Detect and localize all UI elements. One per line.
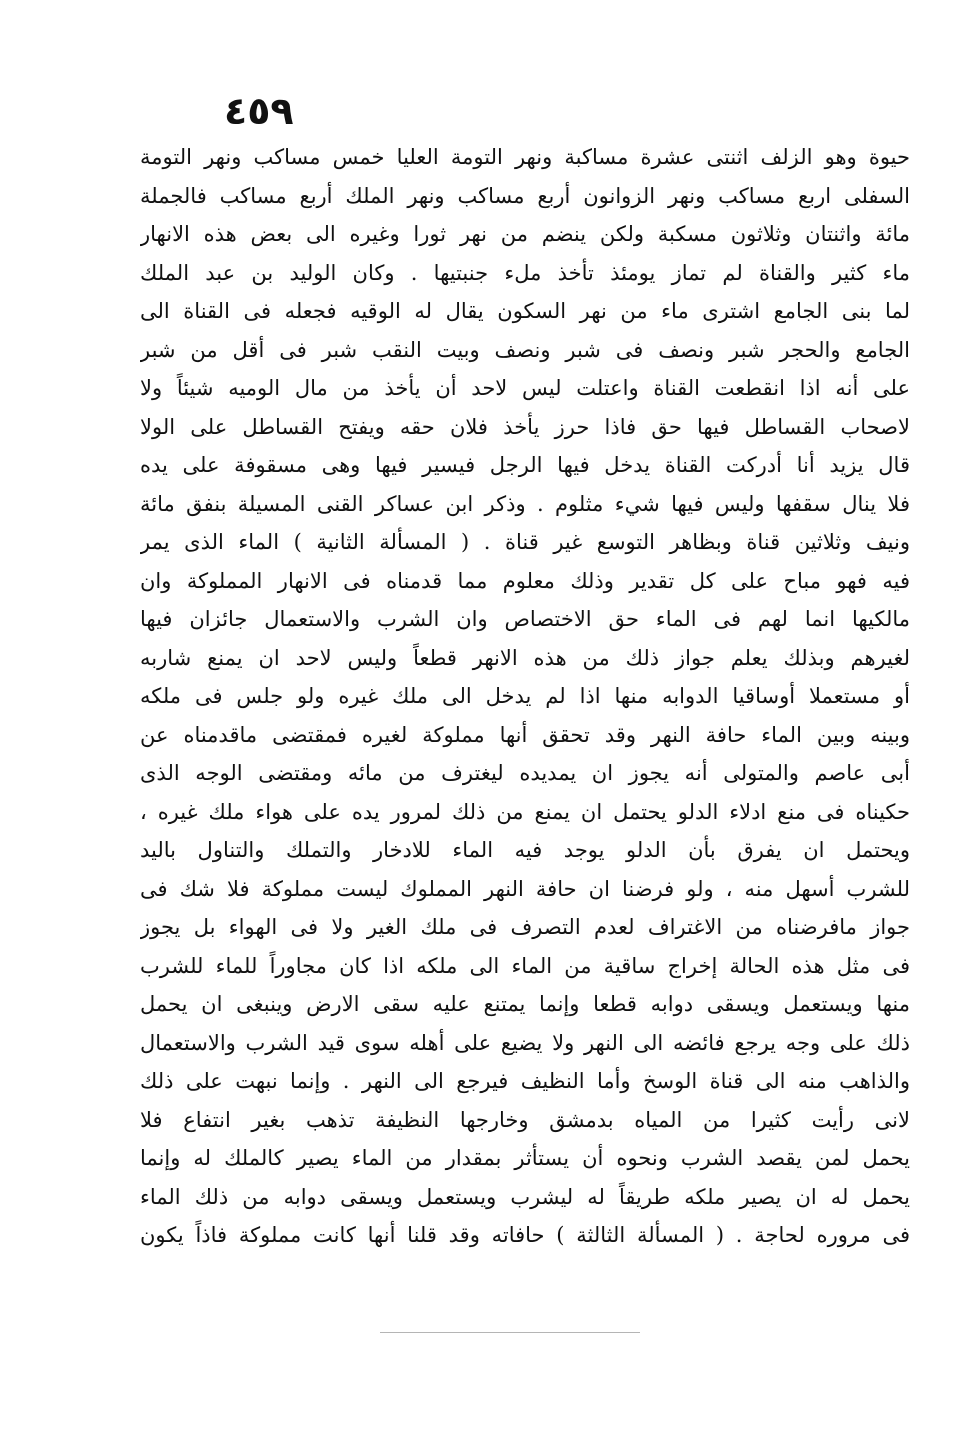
text-line: للشرب أسهل منه ، ولو فرضنا ان حافة النهر المملوك ليست مملوكة فلا شك فى <box>140 876 910 901</box>
text-line: فى مروره لحاجة . ( المسألة الثالثة ) حافاته وقد قلنا أنها كانت مملوكة فاذاً يكون <box>140 1223 910 1247</box>
text-line: والذاهب منه الى قناة الوسخ وأما النظيف فيرجع الى النهر . وإنما نبهت على ذلك <box>140 1069 910 1093</box>
footer-divider <box>380 1332 640 1333</box>
text-line: على أنه اذا انقطعت القناة واعتلت ليس لاحد أن يأخذ من مال الوميه شيئاً ولا <box>140 376 910 400</box>
text-line: فلا ينال سقفها وليس فيها شيء مثلوم . وذكر ابن عساكر القنى المسيلة بنفق مائة <box>140 491 910 516</box>
text-line: منها ويستعمل ويسقى دوابه قطعا وإنما يمتنع عليه سقى الارض وينبغى ان يحمل <box>140 992 910 1016</box>
text-line: وبينه وبين الماء حافة النهر وقد تحقق أنها مملوكة لغيره فمقتضى ماقدمناه عن <box>140 722 910 747</box>
page-number: ٤٥٩ <box>224 89 294 133</box>
text-line: الجامع والحجر شبر ونصف فى شبر ونصف وبيت النقب شبر فى أقل من شبر <box>140 337 910 362</box>
text-line: جواز مافرضناه من الاغتراف لعدم التصرف فى ملك الغير ولا فى الهواء بل يجوز <box>140 915 910 939</box>
body-text <box>140 138 910 1255</box>
text-line: أو مستعملا أوساقيا الدوابه منها اذا لم يدخل الى ملك غيره ولو جلس فى ملكه <box>140 684 910 708</box>
text-line: فى مثل هذه الحالة إخراج ساقية من الماء الى ملكه اذا كان مجاوراً للماء للشرب <box>140 953 910 978</box>
text-line: حكيناه فى منع ادلاء الدلو يحتمل ان يمنع من ذلك لمرور يده على هواء ملك غيره ، <box>140 799 910 824</box>
text-line: فيه فهو مباح على كل تقدير وذلك معلوم مما قدمناه فى الانهار المملوكة وان <box>140 568 910 593</box>
text-line: لاصحاب القساطل فيها حق فاذا حرز يأخذ فلان حقه ويفتح القساطل على الولا <box>140 414 910 439</box>
text-line: السفلى اربع مساكب ونهر الزوانون أربع مساكب ونهر الملك أربع مساكب فالجملة <box>140 183 910 208</box>
text-line: ويحتمل ان يفرق بأن الدلو يوجد فيه الماء للادخار والتملك والتناول باليد <box>140 838 910 862</box>
text-line: لغيرهم وبذلك يعلم جواز ذلك من هذه الانهر قطعاً وليس لاحد ان يمنع شاربه <box>140 645 910 670</box>
text-line: يحمل لمن يقصد الشرب ونحوه أن يستأثر بمقدار من الماء يصير كالملك له وإنما <box>140 1146 910 1170</box>
text-line: مالكيها انما لهم فى الماء حق الاختصاص وان الشرب والاستعمال جائزان فيها <box>140 607 910 631</box>
text-line: حيوة وهو الزلف اثنتى عشرة مساكبة ونهر التومة العليا خمس مساكب ونهر التومة <box>140 145 910 169</box>
text-line: ذلك على وجه يرجع فائضه الى النهر ولا يضيع على أهله سوى قيد الشرب والاستعمال <box>140 1030 910 1055</box>
text-line: يحمل له ان يصير ملكه طريقاً له ليشرب ويستعمل ويسقى دوابه من ذلك الماء <box>140 1184 910 1209</box>
text-line: لما بنى الجامع اشترى ماء من نهر السكون يقال له الوقيه فجعله فى القناة الى <box>140 299 910 323</box>
text-line: أبى عاصم والمتولى أنه يجوز ان يمديده ليغترف من مائه ومقتضى الوجه الذى <box>140 761 910 785</box>
text-line: ونيف وثلاثين قناة وبظاهر التوسع غير قناة . ( المسألة الثانية ) الماء الذى يمر <box>140 530 910 554</box>
text-line: لانى رأيت كثيرا من المياه بدمشق وخارجها النظيفة تذهب بغير انتفاع فلا <box>140 1107 910 1132</box>
text-line: قال يزيد أنا أدركت القناة يدخل فيها الرجل فيسير فيها وهى مسقوفة على يده <box>140 453 910 477</box>
text-line: مائة واثنتان وثلاثون مسكبة ولكن ينضم من نهر ثورا وغيره الى بعض هذه الانهار <box>140 222 910 246</box>
text-line: ماء كثير والقناة لم تماز يومئذ تأخذ ملء جنبتيها . وكان الوليد بن عبد الملك <box>140 260 910 285</box>
